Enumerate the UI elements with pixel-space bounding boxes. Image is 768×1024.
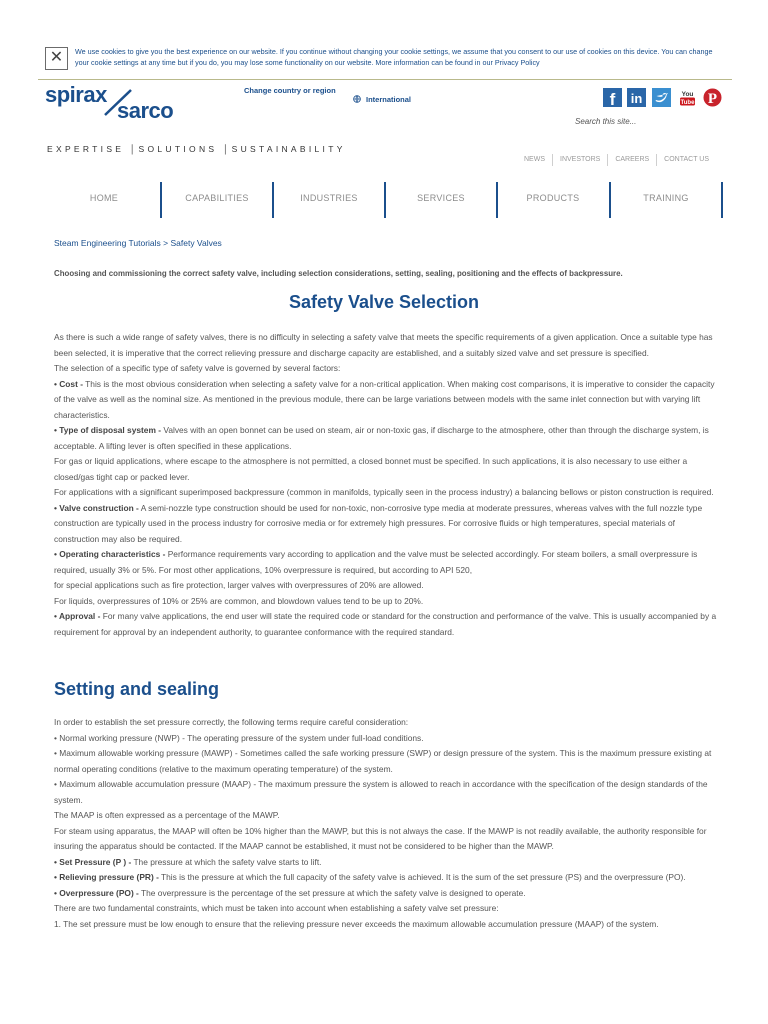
term-text: Valves with an open bonnet can be used on steam, air or non-toxic gas, if discharge to the atmosphere, other than through the discharge system, is acceptable. A lifting lever is often specified in these applications.: [54, 425, 709, 451]
paragraph: For steam using apparatus, the MAAP will often be 10% higher than the MAWP, but this is not always the case. If the MAWP is not readily available, the authority responsible for insuring the apparatus should be contacted. If the MAAP cannot be established, it must not be considered to be higher than the MAWP.: [54, 825, 707, 851]
youtube-icon[interactable]: [678, 88, 697, 107]
list-item: [54, 547, 719, 578]
utility-nav: [517, 154, 716, 166]
twitter-icon[interactable]: [652, 88, 671, 107]
globe-icon: [353, 90, 361, 108]
list-item: [54, 501, 719, 548]
list-item: [54, 870, 719, 886]
pinterest-icon[interactable]: [703, 88, 722, 107]
main-nav: [48, 182, 723, 218]
paragraph: There are two fundamental constraints, which must be taken into account when establishing a safety valve set pressure:: [54, 903, 499, 913]
paragraph: As there is such a wide range of safety valves, there is no difficulty in selecting a safety valve that meets the specific requirements of a given application. Once a suitable type has been selected, it is imperative that the correct relieving pressure and discharge capacity are established, and a suitably sized valve and set pressure is specified.: [54, 332, 713, 358]
nav-item-products[interactable]: PRODUCTS: [526, 193, 580, 203]
paragraph: The MAAP is often expressed as a percentage of the MAWP.: [54, 810, 280, 820]
paragraph: For gas or liquid applications, where escape to the atmosphere is not permitted, a closed bonnet must be specified. In such applications, it is also necessary to use either a closed/gas tight cap or packed lever.: [54, 456, 688, 482]
nav-item-training[interactable]: TRAINING: [643, 193, 689, 203]
pinterest-icon-glyph: P: [707, 91, 718, 107]
site-search-input[interactable]: Search this site...: [575, 117, 637, 126]
paragraph: In order to establish the set pressure correctly, the following terms require careful consideration:: [54, 717, 409, 727]
selection-body: [54, 330, 719, 640]
paragraph: The selection of a specific type of safety valve is governed by several factors:: [54, 363, 341, 373]
list-item: [54, 609, 719, 640]
list-item: [54, 886, 719, 902]
term-text: The overpressure is the percentage of the set pressure at which the safety valve is designed to operate.: [138, 887, 526, 898]
term-label: • Type of disposal system -: [54, 425, 162, 435]
facebook-icon[interactable]: [603, 88, 622, 107]
term-label: • Set Pressure (P ) -: [54, 856, 132, 867]
list-item: [54, 377, 719, 424]
cookie-close-button[interactable]: ✕: [45, 47, 68, 70]
youtube-icon-glyph-top: You: [681, 91, 694, 98]
util-link-careers[interactable]: CAREERS: [607, 154, 656, 166]
util-link-news[interactable]: NEWS: [524, 156, 545, 163]
util-link-contact[interactable]: CONTACT US: [656, 154, 716, 166]
breadcrumb[interactable]: Steam Engineering Tutorials > Safety Valves: [54, 238, 222, 248]
term-label: • Valve construction -: [54, 502, 139, 513]
term-text: Performance requirements vary according to application and the valve must be selected accordingly. For steam boilers, a small overpressure is required, usually 3% or 5%. For most other applications, 10% overpressure is required, but according to API 520,: [54, 549, 698, 575]
linkedin-icon[interactable]: [627, 88, 646, 107]
spirax-sarco-logo[interactable]: [45, 84, 197, 124]
nav-item-industries[interactable]: INDUSTRIES: [300, 193, 358, 203]
international-label: International: [366, 94, 412, 104]
term-label: • Relieving pressure (PR) -: [54, 872, 159, 882]
youtube-icon-glyph-bottom: Tube: [680, 100, 695, 106]
cookie-notice-text: We use cookies to give you the best experience on our website. If you continue without changing your cookie settings, we assume that you consent to our use of cookies on this device. You can change your cookie settings at any time but if you do, you may lose some functionality on our website. More information can be found in our Privacy Policy: [75, 47, 713, 67]
term-label: • Overpressure (PO) -: [54, 887, 139, 898]
nav-item-services[interactable]: SERVICES: [417, 193, 465, 203]
paragraph: For liquids, overpressures of 10% or 25% are common, and blowdown values tend to be up to 20%.: [54, 595, 424, 606]
intro-summary: Choosing and commissioning the correct safety valve, including selection considerations, setting, sealing, positioning and the effects of backpressure.: [54, 269, 623, 278]
term-text: The pressure at which the safety valve starts to lift.: [131, 856, 322, 867]
list-item: [54, 423, 719, 454]
util-link-investors[interactable]: INVESTORS: [552, 154, 607, 166]
page-title: Safety Valve Selection: [288, 292, 480, 312]
list-item: [54, 855, 719, 871]
setting-sealing-body: [54, 715, 719, 932]
nav-separator: [721, 182, 723, 218]
international-selector[interactable]: [353, 90, 411, 108]
change-country-link[interactable]: Change country or region: [244, 86, 336, 95]
facebook-icon-glyph: f: [609, 90, 616, 107]
cookie-divider: [38, 79, 732, 80]
nav-item-capabilities[interactable]: CAPABILITIES: [185, 193, 249, 203]
paragraph: for special applications such as fire protection, larger valves with overpressures of 20% are allowed.: [54, 580, 424, 590]
term-text: This is the most obvious consideration when selecting a safety valve for a non-critical application. When making cost comparisons, it is imperative to consider the capacity of the valve as well as the nominal size. As mentioned in the previous module, there can be large variations between models with the same inlet connection but with varying lift characteristics.: [54, 378, 715, 420]
linkedin-icon-glyph: in: [630, 91, 643, 106]
term-text: This is the pressure at which the full capacity of the safety valve is achieved. It is the sum of the set pressure (PS) and the overpressure (PO).: [158, 872, 686, 882]
section-heading-setting-sealing: Setting and sealing: [54, 679, 220, 699]
paragraph: 1. The set pressure must be low enough to ensure that the relieving pressure never exceeds the maximum allowable accumulation pressure (MAAP) of the system.: [54, 918, 659, 929]
term-label: • Approval -: [54, 611, 101, 621]
term-text: A semi-nozzle type construction should be used for non-toxic, non-corrosive type media at moderate pressures, whereas valves with the full nozzle type construction are typically used in the process industry for corrosive media or for extremely high pressures. For corrosive fluids or high temperatures, special materials of construction may also be required.: [54, 502, 703, 544]
list-item: • Maximum allowable accumulation pressure (MAAP) - The maximum pressure the system is allowed to reach in accordance with the specification of the design standards of the system.: [54, 779, 708, 805]
list-item: • Normal working pressure (NWP) - The operating pressure of the system under full-load conditions.: [54, 732, 424, 743]
term-text: For many valve applications, the end user will state the required code or standard for the construction and performance of the valve. This is usually accompanied by a requirement for approval by an independent authority, to guarantee conformance with the required standard.: [54, 611, 717, 637]
logo-text-spirax: spirax: [45, 84, 107, 107]
term-label: • Cost -: [54, 378, 83, 389]
list-item: • Maximum allowable working pressure (MAWP) - Sometimes called the safe working pressure (SWP) or design pressure of the system. This is the maximum pressure existing at normal operating conditions (relative to the maximum operating temperature) of the system.: [54, 748, 712, 774]
logo-text-sarco: sarco: [117, 98, 174, 123]
tagline: EXPERTISE │SOLUTIONS │SUSTAINABILITY: [47, 144, 346, 154]
term-label: • Operating characteristics -: [54, 549, 166, 559]
nav-item-home[interactable]: HOME: [89, 193, 119, 203]
paragraph: For applications with a significant superimposed backpressure (common in manifolds, typically seen in the process industry) a balancing bellows or piston construction is required.: [54, 487, 714, 497]
